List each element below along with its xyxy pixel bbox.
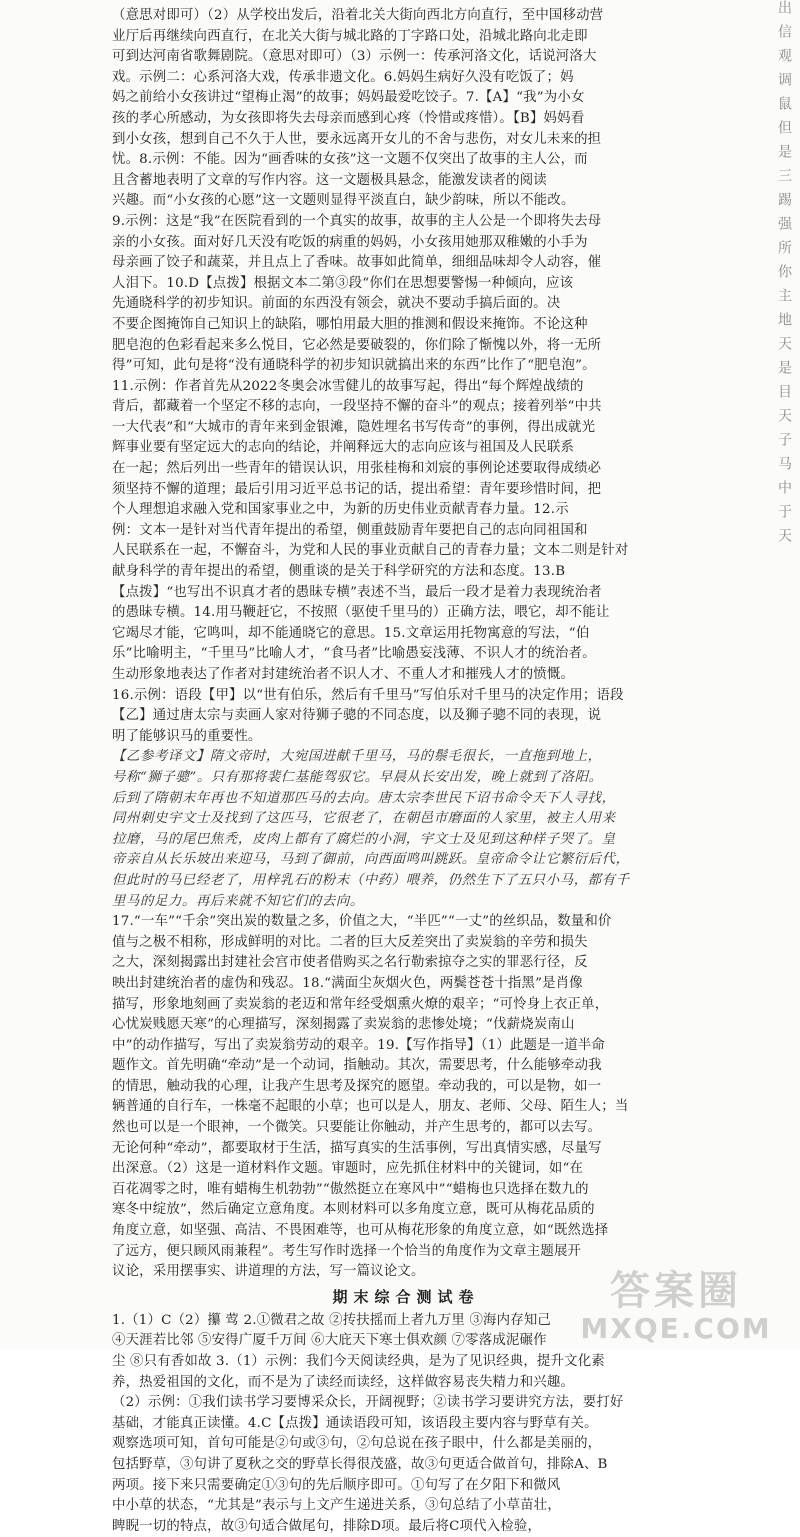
text-line: 业厅后再继续向西直行，在北关大街与城北路的丁字路口处，沿城北路向北走即 <box>112 28 588 44</box>
text-line: 人民联系在一起，不懈奋斗，为党和人民的事业贡献自己的青春力量；文本二则是针对 <box>112 543 629 559</box>
text-line: 帝亲自从长乐坡出来迎马，马到了御前，向西面鸣叫跳跃。皇帝命令让它繁衍后代， <box>112 852 630 868</box>
text-line: 尘 ⑧只有香如故 3.（1）示例：我们今天阅读经典，是为了见识经典，提升文化素 <box>112 1354 605 1369</box>
text-line: （意思对即可）（2）从学校出发后，沿着北关大街向西北方向直行，至中国移动营 <box>112 8 604 23</box>
text-line: 【乙】通过唐太宗与卖画人家对待狮子骢的不同态度，以及狮子骢不同的表现，说 <box>112 708 602 724</box>
text-line: 忧。8.示例：不能。因为“画香味的女孩”这一文题不仅突出了故事的主人公，而 <box>112 152 588 168</box>
text-line: 可到达河南省歌舞剧院。（意思对即可）（3）示例一：传承河洛文化，话说河洛大 <box>112 49 597 65</box>
text-line: 出深意。（2）这是一道材料作文题。审题时，应先抓住材料中的关键词，如“在 <box>112 1161 584 1177</box>
text-line: （2）示例：①我们读书学习要博采众长，开阔视野；②读书学习要讲究方法，要打好 <box>112 1395 624 1411</box>
text-line: 议论，采用摆事实、讲道理的方法，写一篇议论文。 <box>112 1264 425 1280</box>
text-line: 号称“狮子骢”。只有那将裴仁基能驾驭它。早晨从长安出发，晚上就到了洛阳。 <box>112 769 603 785</box>
text-line: 母亲画了饺子和蔬菜，并且点上了香味。故事如此简单，细细品味却令人动容，催 <box>112 255 602 271</box>
watermark-url: MXQE.COM <box>580 1312 772 1345</box>
text-line: 了远方，便只顾风雨兼程”。考生写作时选择一个恰当的角度作为文章主题展开 <box>112 1243 582 1259</box>
text-line: 睥睨一切的特点，故③句适合做尾句，排除D项。最后将C项代入检验， <box>112 1518 542 1534</box>
text-line: 9.示例：这是“我”在医院看到的一个真实的故事，故事的主人公是一个即将失去母 <box>112 213 602 229</box>
text-line: 辆普通的自行车，一株毫不起眼的小草；也可以是人，朋友、老师、父母、陌生人；当 <box>112 1099 629 1115</box>
watermark-logo-text: 答案圈 <box>610 1268 742 1314</box>
text-line: 中小草的状态，“尤其是”表示与上文产生递进关系，③句总结了小草苗壮， <box>112 1498 561 1514</box>
text-line: 戏。示例二：心系河洛大戏，传承非遗文化。6.妈妈生病好久没有吃饭了；妈 <box>112 69 574 85</box>
text-line: 描写，形象地刻画了卖炭翁的老迈和常年经受烟熏火燎的艰辛；“可怜身上衣正单， <box>112 996 609 1012</box>
text-line: 里马的足力。再后来就不知它们的去向。 <box>112 893 364 909</box>
text-line: 一大代表”和“大城市的青年来到金银滩，隐姓埋名书写传奇”的事例，得出成就光 <box>112 419 596 435</box>
text-line: 观察选项可知，首句可能是②句或③句，②句总说在孩子眼中，什么都是美丽的， <box>112 1436 602 1452</box>
text-line: 乐”比喻明主，“千里马”比喻人才，“食马者”比喻愚妄浅薄、不识人才的统治者。 <box>112 646 596 662</box>
text-line: 生动形象地表达了作者对封建统治者不识人才、不重人才和摧残人才的愤慨。 <box>112 667 575 682</box>
text-line: ④天涯若比邻 ⑤安得广厦千万间 ⑥大庇天下寒士俱欢颜 ⑦零落成泥碾作 <box>112 1333 547 1349</box>
text-line: 辉事业要有坚定远大的志向的结论，并阐释远大的志向应该与祖国及人民联系 <box>112 440 575 456</box>
text-line: 之大，深刻揭露出封建社会宫市使者借购买之名行勒索掠夺之实的罪恶行径，反 <box>112 955 588 971</box>
text-line: 题作文。首先明确“牵动”是一个动词，指触动。其次，需要思考，什么能够牵动我 <box>112 1058 602 1074</box>
text-line: 不要企图掩饰自己知识上的缺陷，哪怕用最大胆的推测和假设来掩饰。不论这种 <box>112 316 588 332</box>
text-line: 肥皂泡的色彩看起来多么悦目，它必然是要破裂的，你们除了惭愧以外，将一无所 <box>112 337 602 353</box>
text-line: 包括野草，③句讲了夏秋之交的野草长得很茂盛，故③句更适合做首句，排除A、B <box>112 1456 608 1472</box>
text-line: 孩的孝心所感动，为女孩即将失去母亲而感到心疼（怜惜或疼惜）。【B】妈妈看 <box>112 110 585 126</box>
text-line: 人泪下。10.D【点拨】根据文本二第③段“你们在思想要警惕一种倾向，应该 <box>112 275 574 291</box>
text-line: 亲的小女孩。面对好几天没有吃饭的病重的妈妈，小女孩用她那双稚嫩的小手为 <box>112 234 588 250</box>
text-line: 心忧炭贱愿天寒”的心理描写，深刻揭露了卖炭翁的悲惨处境；“伐薪烧炭南山 <box>112 1017 575 1033</box>
text-line: 献身科学的青年提出的希望，侧重谈的是关于科学研究的方法和态度。13.B <box>112 564 566 580</box>
text-line: 角度立意，如坚强、高洁、不畏困难等，也可从梅花形象的角度立意，如“既然选择 <box>112 1223 609 1239</box>
text-line: 养，热爱祖国的文化，而不是为了读经而读经，这样做容易丧失精力和兴趣。 <box>112 1374 575 1390</box>
text-line: 基础，才能真正读懂。4.C【点拨】通读语段可知，该语段主要内容与野草有关。 <box>112 1415 598 1431</box>
site-watermark <box>560 1268 792 1346</box>
text-line: 寒冬中绽放”，然后确定立意角度。本则材料可以多角度立意，既可从梅花品质的 <box>112 1202 595 1218</box>
text-line: 它竭尽才能，它鸣叫，却不能通晓它的意思。15.文章运用托物寓意的写法，“伯 <box>112 625 590 641</box>
text-line: 映出封建统治者的虚伪和残忍。18.“满面尘灰烟火色，两鬓苍苍十指黑”是肖像 <box>112 975 583 991</box>
text-line: 的情思，触动我的心理，让我产生思考及探究的愿望。牵动我的，可以是物，如一 <box>112 1078 602 1094</box>
text-line: 先通晓科学的初步知识。前面的东西没有领会，就决不要动手搞后面的。决 <box>112 296 561 312</box>
adjacent-page-edge: 出信观调鼠但是三踢强所你主地天是目天子马中于天 <box>776 0 792 552</box>
text-line: 兴趣。而“小女孩的心愿”这一文题则显得平淡直白，缺少韵味，所以不能改。 <box>112 193 575 209</box>
text-line: 例：文本一是针对当代青年提出的希望，侧重鼓励青年要把自己的志向同祖国和 <box>112 522 588 538</box>
text-line: 个人理想追求融入党和国家事业之中，为新的历史伟业贡献青春力量。12.示 <box>112 502 569 518</box>
text-line: 后到了隋朝末年再也不知道那匹马的去向。唐太宗李世民下诏书命令天下人寻找， <box>112 790 616 806</box>
text-line: 背后，都藏着一个坚定不移的志向，一段坚持不懈的奋斗”的观点；接着列举“中共 <box>112 399 602 415</box>
text-line: 无论何种“牵动”，都要取材于生活，描写真实的生活事例，写出真情实感，尽量写 <box>112 1140 602 1156</box>
text-line: 同州刺史宇文士及找到了这匹马，它很老了，在朝邑市磨面的人家里，被主人用来 <box>112 811 616 827</box>
text-line: 【点拨】“也写出不识真才者的愚昧专横”表述不当，最后一段才是着力表现统治者 <box>112 584 602 600</box>
text-line: 的愚昧专横。14.用马鞭赶它，不按照（驱使千里马的）正确方法，喂它，却不能让 <box>112 605 610 621</box>
text-line: 17.“一车”“千余”突出炭的数量之多，价值之大，“半匹”“一丈”的丝织品，数量和价 <box>112 914 612 930</box>
text-line: 16.示例：语段【甲】以“世有伯乐，然后有千里马”写伯乐对千里马的决定作用；语段 <box>112 687 624 703</box>
text-line: 在一起；然后列出一些青年的错误认识，用张桂梅和刘宸的事例论述要取得成绩必 <box>112 461 602 477</box>
text-line: 拉磨，马的尾巴焦秃，皮肉上都有了腐烂的小洞，宇文士及见到这种样子哭了。皇 <box>112 831 616 847</box>
text-line: 百花凋零之时，唯有蜡梅生机勃勃”“傲然挺立在寒风中”“蜡梅也只选择在数九的 <box>112 1181 589 1197</box>
text-line: 到小女孩，想到自己不久于人世，要永远离开女儿的不舍与悲伤，对女儿未来的担 <box>112 131 602 147</box>
text-line: 两项。接下来只需要确定①③句的先后顺序即可。①句写了在夕阳下和微风 <box>112 1477 561 1493</box>
text-line: 11.示例：作者首先从2022冬奥会冰雪健儿的故事写起，得出“每个辉煌战绩的 <box>112 378 584 394</box>
text-line: 值与之极不相称，形成鲜明的对比。二者的巨大反差突出了卖炭翁的辛劳和损失 <box>112 934 588 950</box>
text-line: 然也可以是一个眼神，一个微笑。只要能让你触动，并产生思考的，都可以去写。 <box>112 1120 602 1136</box>
text-line: 但此时的马已经老了，用梓乳石的粉末（中药）喂养，仍然生下了五只小马，都有千 <box>112 872 630 888</box>
text-line: 中”的动作描写，写出了卖炭翁劳动的艰辛。19.【写作指导】（1）此题是一道半命 <box>112 1037 606 1053</box>
text-line: 妈之前给小女孩讲过“望梅止渴”的故事；妈妈最爱吃饺子。7.【A】“我”为小女 <box>112 90 585 106</box>
text-line: 【乙参考译文】隋文帝时，大宛国进献千里马，马的鬃毛很长，一直拖到地上， <box>112 749 602 765</box>
text-line: 明了能够识马的重要性。 <box>112 728 262 744</box>
text-line: 1.（1）C（2）攥 莺 2.①微君之故 ②抟扶摇而上者九万里 ③海内存知己 <box>112 1312 552 1328</box>
text-line: 须坚持不懈的道理；最后引用习近平总书记的话，提出希望：青年要珍惜时间，把 <box>112 481 602 497</box>
text-line: 且含蓄地表明了文章的写作内容。这一文题极具悬念，能激发读者的阅读 <box>112 172 547 188</box>
section-title: 期末综合测试卷 <box>332 1287 480 1306</box>
text-line: 得”可知，此句是将“没有通晓科学的初步知识就搞出来的东西”比作了“肥皂泡”。 <box>112 358 596 374</box>
